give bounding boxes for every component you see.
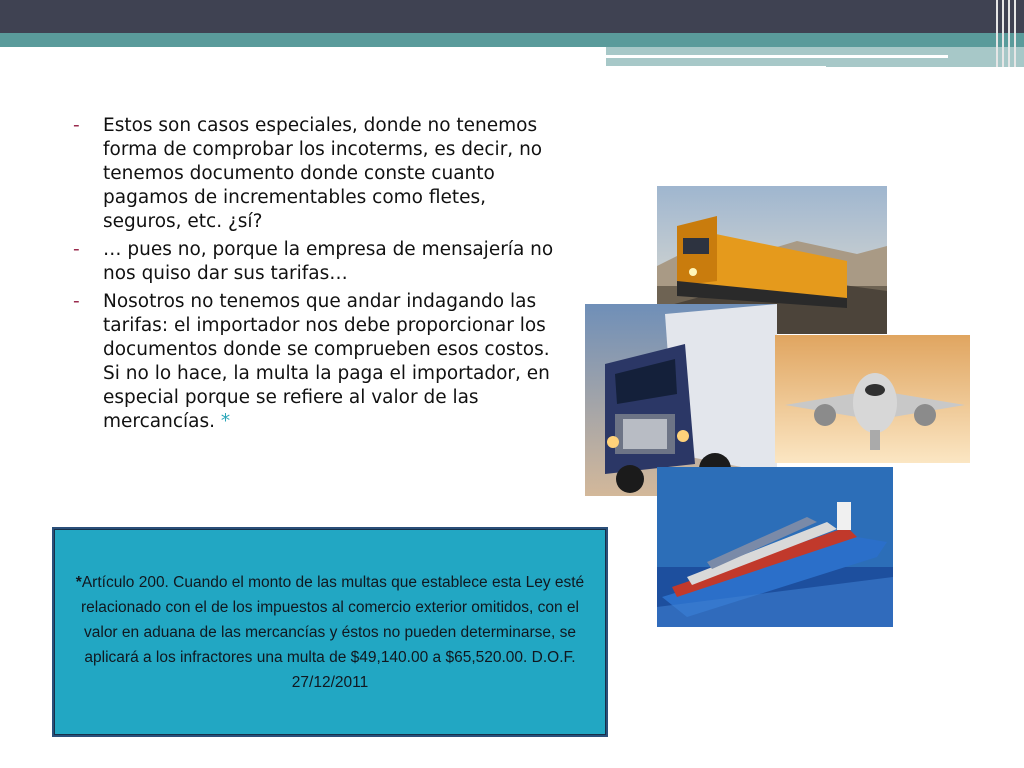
airplane-image [775,335,970,463]
header-stripes [992,0,1024,67]
header-teal-bar [0,33,1024,47]
bullet-text: … pues no, porque la empresa de mensajería no nos quiso dar sus tarifas… [103,239,554,284]
ship-image [657,467,893,627]
header-accent-line [606,55,948,58]
bullet-marker: - [73,239,80,260]
footnote-box [52,527,608,737]
footnote-star-link[interactable]: * [220,411,231,432]
footnote-body: Artículo 200. Cuando el monto de las multas que establece esta Ley esté relacionado con el de los impuestos al comercio exterior omitidos, con el valor en aduana de las mercancías y éstos no pueden determinarse, se aplicará a los infractores una multa de $49,140.00 a $65,520.00. D.O.F. 27/12/2011 [81,573,585,691]
footnote-text [68,570,592,695]
header-dark-bar [0,0,1024,33]
bullet-item [73,238,563,286]
bullet-marker: - [73,291,80,312]
bullet-text: Nosotros no tenemos que andar indagando las tarifas: el importador nos debe proporcionar los documentos donde se comprueben esos costos. Si no lo hace, la multa la paga el importador, en especial porque se refiere al valor de las mercancías. [103,291,550,432]
header-accent-line [606,66,826,69]
bullet-list [73,114,563,438]
bullet-item [73,290,563,434]
bullet-marker: - [73,115,80,136]
bullet-text: Estos son casos especiales, donde no tenemos forma de comprobar los incoterms, es decir, no tenemos documento donde conste cuanto pagamos de incrementables como fletes, seguros, etc. ¿sí? [103,115,543,232]
bullet-item [73,114,563,234]
footnote-star: * [75,573,82,591]
